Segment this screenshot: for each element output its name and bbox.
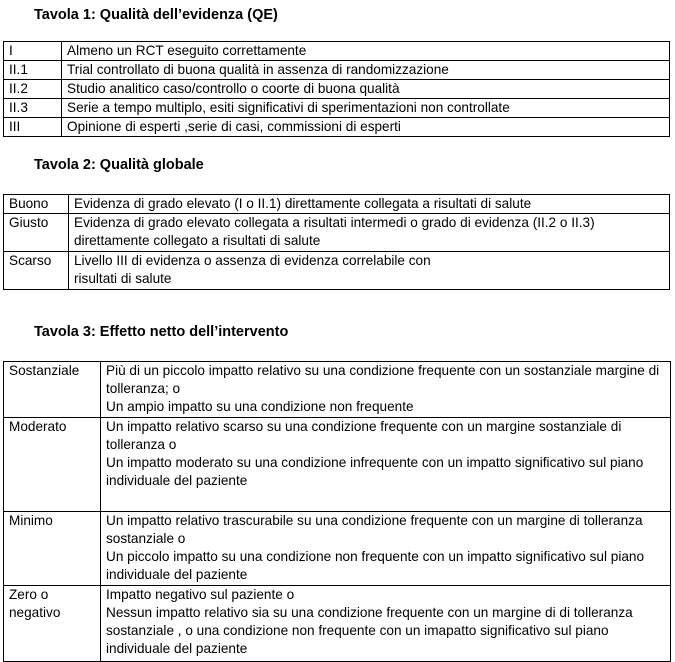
table-row: [4, 195, 670, 214]
table-row: [4, 252, 670, 290]
table-row: [4, 42, 670, 61]
table-cell-code: II.1: [4, 61, 62, 80]
table-2-title: Tavola 2: Qualità globale: [34, 157, 204, 173]
table-cell-text: Livello III di evidenza o assenza di evidenza correlabile con risultati di salute: [69, 252, 670, 290]
table-row: [4, 80, 670, 99]
table-cell-text: Evidenza di grado elevato (I o II.1) direttamente collegata a risultati di salute: [69, 195, 670, 214]
table-row: [4, 418, 671, 512]
table-cell-text: Studio analitico caso/controllo o coorte di buona qualità: [62, 80, 670, 99]
table-row: [4, 118, 670, 137]
table-cell-text: Trial controllato di buona qualità in assenza di randomizzazione: [62, 61, 670, 80]
table-cell-code: Giusto: [4, 214, 69, 252]
table-row: [4, 362, 671, 418]
table-cell-code: I: [4, 42, 62, 61]
table-1-title: Tavola 1: Qualità dell’evidenza (QE): [34, 7, 278, 23]
table-cell-code: Buono: [4, 195, 69, 214]
table-cell-code: Sostanziale: [4, 362, 101, 418]
table-row: [4, 214, 670, 252]
table-cell-code: II.2: [4, 80, 62, 99]
table-3-title: Tavola 3: Effetto netto dell’intervento: [34, 324, 289, 340]
table-cell-code: II.3: [4, 99, 62, 118]
table-cell-text: Opinione di esperti ,serie di casi, commissioni di esperti: [62, 118, 670, 137]
table-row: [4, 512, 671, 586]
table-1: [3, 41, 670, 137]
table-row: [4, 61, 670, 80]
table-cell-text: Evidenza di grado elevato collegata a risultati intermedi o grado di evidenza (II.2 o II.3) direttamente collegato a risultati di salute: [69, 214, 670, 252]
table-cell-text: Serie a tempo multiplo, esiti significativi di sperimentazioni non controllate: [62, 99, 670, 118]
table-cell-text: Almeno un RCT eseguito correttamente: [62, 42, 670, 61]
table-cell-code: Zero o negativo: [4, 586, 101, 662]
table-cell-code: Minimo: [4, 512, 101, 586]
table-cell-code: Scarso: [4, 252, 69, 290]
table-cell-text: Impatto negativo sul paziente o Nessun impatto relativo sia su una condizione frequente con un margine di di tolleranza sostanziale , o una condizione non frequente con un imapatto significativo sul piano individuale del paziente: [101, 586, 671, 662]
table-row: [4, 99, 670, 118]
table-row: [4, 586, 671, 662]
table-cell-code: III: [4, 118, 62, 137]
table-cell-text: Un impatto relativo trascurabile su una condizione frequente con un margine di tolleranza sostanziale o Un piccolo impatto su una condizione non frequente con un impatto significativo sul piano individuale del paziente: [101, 512, 671, 586]
table-2: [3, 194, 670, 290]
table-cell-text: Un impatto relativo scarso su una condizione frequente con un margine sostanziale di tolleranza o Un impatto moderato su una condizione infrequente con un impatto significativo sul piano individuale del paziente: [101, 418, 671, 512]
table-3: [3, 361, 671, 662]
table-cell-code: Moderato: [4, 418, 101, 512]
table-cell-text: Più di un piccolo impatto relativo su una condizione frequente con un sostanziale margine di tolleranza; o Un ampio impatto su una condizione non frequente: [101, 362, 671, 418]
